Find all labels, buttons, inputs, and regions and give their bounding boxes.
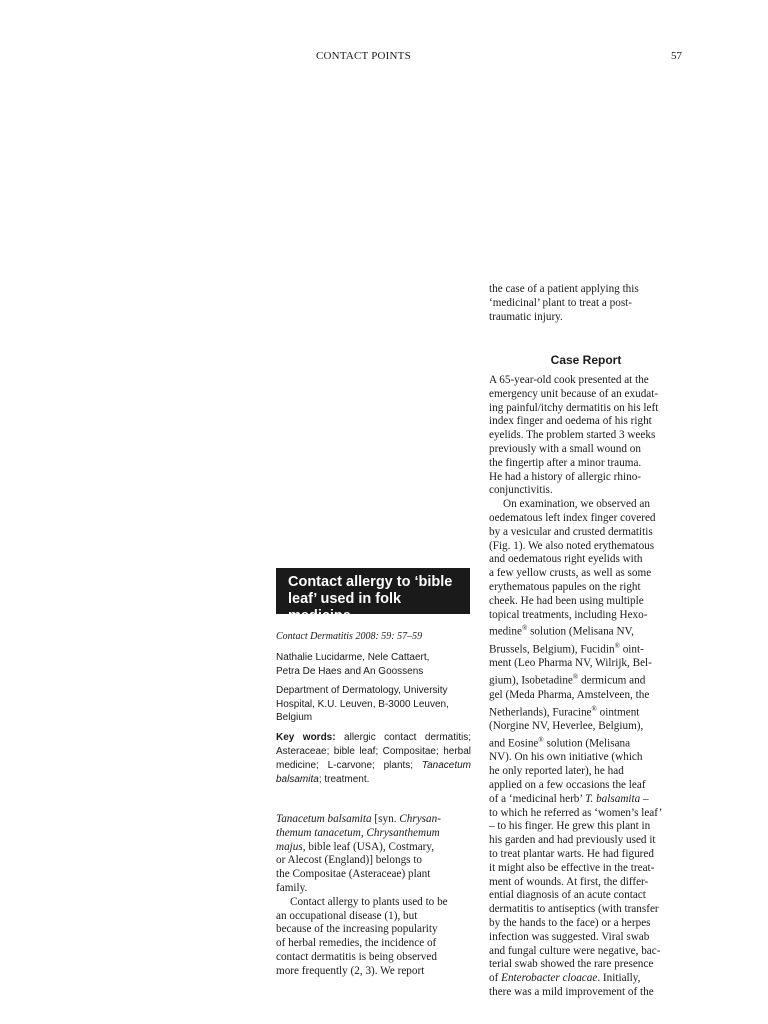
running-header: CONTACT POINTS [316, 50, 411, 62]
affiliation: Department of Dermatology, University Hospital, K.U. Leuven, B-3000 Leuven, Belgium [276, 685, 449, 723]
case-report-body: A 65-year-old cook presented at the emergency unit because of an exudat- ing painful/itchy dermatitis on his left index finger and oedema of his right eyelids. The problem started 3 weeks previously with a small wound on the fingertip after a minor trauma. He had a history of allergic rhino- conjunctivitis. On examination, we observed an oedematous left index finger covered by a vesicular and crusted dermatitis (Fig. 1). We also noted erythematous and oedematous right eyelids with a few yellow crusts, as well as some erythematous papules on the right cheek. He had been using multiple topical treatments, including Hexo- medine® solution (Melisana NV, Brussels, Belgium), Fucidin® oint- ment (Leo Pharma NV, Wilrijk, Bel- gium), Isobetadine® dermicum and gel (Meda Pharma, Amstelveen, the Netherlands), Furacine® ointment (Norgine NV, Heverlee, Belgium), and Eosine® solution (Melisana NV). On his own initiative (which he only reported later), he had applied on a few occasions the leaf of a ‘medicinal herb’ T. balsamita – to which he referred as ‘women’s leaf’ – to his finger. He grew this plant in his garden and had previously used it to treat plantar warts. He had figured it might also be effective in the treat- ment of wounds. At first, the differ- ential diagnosis of an acute contact dermatitis to antiseptics (with transfer by the hands to the face) or a herpes infection was suggested. Viral swab and fungal culture were negative, bac- terial swab showed the rare presence of Enterobacter cloacae. Initially, there was a mild improvement of the [489, 374, 663, 998]
intro-continuation: the case of a patient applying this ‘medicinal’ plant to treat a post- traumatic injury. [489, 283, 639, 323]
keywords-italic-term: Tanacetum balsamita [276, 759, 471, 785]
keywords-list: allergic contact dermatitis; Asteraceae; bible leaf; Compositae; herbal medicine; L-carvone; plants; [276, 732, 471, 771]
author-list: Nathalie Lucidarme, Nele Cattaert, Petra De Haes and An Goossens [276, 652, 430, 677]
keywords [276, 731, 471, 787]
keywords-tail: ; treatment. [318, 773, 370, 785]
introduction-body: Tanacetum balsamita [syn. Chrysan- themum tanacetum, Chrysanthemum majus, bible leaf (USA), Costmary, or Alecost (England)] belongs to the Compositae (Asteraceae) plant family. Contact allergy to plants used to be an occupational disease (1), but because of the increasing popularity of herbal remedies, the incidence of contact dermatitis is being observed more frequently (2, 3). We report [276, 813, 448, 977]
page-number: 57 [671, 50, 682, 62]
journal-citation: Contact Dermatitis 2008: 59: 57–59 [276, 631, 423, 642]
article-title: Contact allergy to ‘bible leaf’ used in folk medicine [276, 568, 470, 614]
section-heading-case-report: Case Report [550, 353, 622, 367]
keywords-label: Key words: [276, 732, 336, 743]
